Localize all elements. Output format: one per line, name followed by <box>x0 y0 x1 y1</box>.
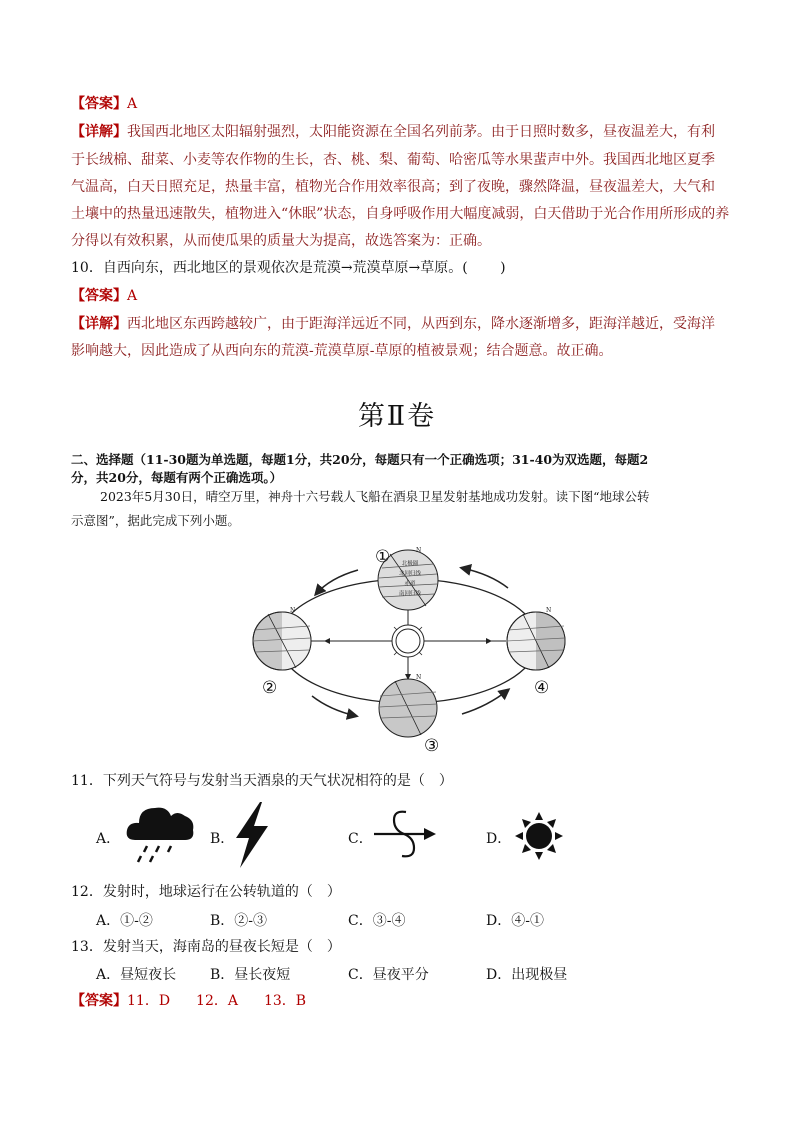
part2-intro-line: 2023年5月30日，晴空万里，神舟十六号载人飞船在酒泉卫星发射基地成功发射。读下图“地球公转 <box>100 489 650 504</box>
part2-header-line: 分，共20分，每题有两个正确选项。） <box>71 470 283 485</box>
q9-detail-line: 气温高，白天日照充足，热量丰富，植物光合作用效率很高；到了夜晚，骤然降温，昼夜温差大，大气和 <box>71 179 715 195</box>
q13-option-b: B．昼长夜短 <box>210 967 291 983</box>
axis-mark: N <box>546 607 552 614</box>
q12-option-a: A．①-② <box>96 913 153 929</box>
q11-option-a-label: A． <box>96 831 121 847</box>
section-title: 第Ⅱ卷 <box>357 401 437 432</box>
q12-question: 12．发射时，地球运行在公转轨道的（ ） <box>71 884 341 900</box>
globe-position-3 <box>379 674 437 737</box>
axis-mark: N <box>416 547 422 554</box>
q10-detail-line: 影响越大，因此造成了从西向东的荒漠-荒漠草原-草原的植被景观；结合题意。故正确。 <box>71 343 613 359</box>
q11-question: 11．下列天气符号与发射当天酒泉的天气状况相符的是（ ） <box>71 773 453 789</box>
answers-row: 【答案】11．D 12．A 13．B <box>71 993 307 1009</box>
q12-option-c: C．③-④ <box>348 913 406 929</box>
globe-position-2 <box>253 607 311 670</box>
q11-option-b-label: B． <box>210 831 235 847</box>
orbit-arrow <box>316 570 358 594</box>
position-label-1: ① <box>375 547 391 567</box>
q11-option-d-label: D． <box>486 831 512 847</box>
answer-item: 12．A <box>196 993 238 1009</box>
q9-detail-line: 于长绒棉、甜菜、小麦等农作物的生长，杏、桃、梨、葡萄、哈密瓜等水果蜚声中外。我国西北地区夏季 <box>71 152 715 168</box>
position-label-2: ② <box>262 678 278 698</box>
q10-answer: 【答案】A <box>71 288 138 304</box>
orbit-arrow <box>462 690 508 714</box>
position-label-3: ③ <box>424 736 440 756</box>
q13-option-a: A．昼短夜长 <box>96 967 177 983</box>
q9-answer: 【答案】A <box>71 96 138 112</box>
axis-mark: N <box>290 607 296 614</box>
q12-option-d: D．④-① <box>486 913 544 929</box>
q11-option-c-label: C． <box>348 831 373 847</box>
q9-detail-line: 【详解】我国西北地区太阳辐射强烈，太阳能资源在全国名列前茅。由于日照时数多，昼夜温差大，有利 <box>71 124 715 140</box>
q9-detail-line: 分得以有效积累，从而使瓜果的质量大为提高，故选答案为：正确。 <box>71 233 491 249</box>
globe-line-label: 赤道 <box>404 581 416 587</box>
q13-question: 13．发射当天，海南岛的昼夜长短是（ ） <box>71 939 341 955</box>
q12-option-b: B．②-③ <box>210 913 268 929</box>
sun-icon <box>388 621 428 661</box>
globe-line-label: 北回归线 <box>398 571 422 577</box>
part2-header-line: 二、选择题（11-30题为单选题，每题1分，共20分，每题只有一个正确选项；31-40为双选题，每题2 <box>71 452 649 467</box>
q9-detail-line: 土壤中的热量迅速散失，植物进入“休眠”状态，自身呼吸作用大幅度减弱，白天借助于光合作用所形成的养 <box>71 206 730 222</box>
globe-position-4 <box>507 607 565 670</box>
globe-line-label: 北极圈 <box>401 561 419 567</box>
orbit-arrow <box>462 568 508 588</box>
answer-item: 11．D <box>127 993 171 1009</box>
q10-detail-line: 【详解】西北地区东西跨越较广，由于距海洋远近不同，从西到东，降水逐渐增多，距海洋越近，受海洋 <box>71 316 715 332</box>
q10-question: 10．自西向东，西北地区的景观依次是荒漠→荒漠草原→草原。( ) <box>71 260 506 276</box>
earth-revolution-diagram <box>240 540 580 760</box>
answer-item: 13．B <box>263 993 307 1009</box>
lightning-icon <box>232 802 272 868</box>
rain-cloud-icon <box>125 800 197 866</box>
globe-line-label: 南回归线 <box>398 591 422 597</box>
q13-option-d: D．出现极昼 <box>486 967 568 983</box>
position-label-4: ④ <box>534 678 550 698</box>
axis-mark: N <box>416 674 422 681</box>
part2-intro-line: 示意图”，据此完成下列小题。 <box>71 513 240 528</box>
typhoon-icon <box>372 808 438 860</box>
sunny-icon <box>512 810 566 862</box>
q13-option-c: C．昼夜平分 <box>348 967 429 983</box>
orbit-arrow <box>312 696 356 716</box>
